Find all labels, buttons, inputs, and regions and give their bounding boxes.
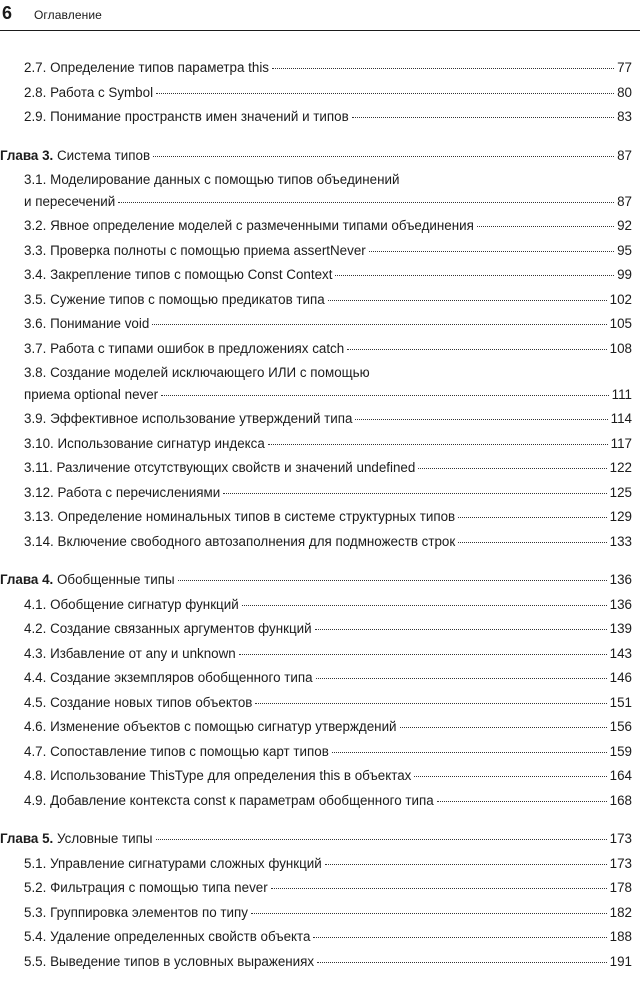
toc-entry-heading <box>24 533 455 551</box>
toc-entry-heading <box>0 830 153 848</box>
toc-entry-number: 3.14. <box>24 533 54 549</box>
toc-entry-heading <box>24 59 269 77</box>
toc-section-entry <box>24 533 632 558</box>
toc-entry-title: Определение типов параметра this <box>50 60 269 75</box>
toc-page-number: 139 <box>609 621 632 636</box>
toc-entry-row <box>24 596 632 614</box>
running-head <box>0 0 640 31</box>
toc-entry-title: Включение свободного автозаполнения для подмножеств строк <box>57 533 456 549</box>
toc-page-number: 173 <box>609 855 632 871</box>
toc-entry-title: Понимание пространств имен значений и типов <box>50 109 349 124</box>
toc-section-entry <box>24 459 632 484</box>
toc-entry-number: 3.9. <box>24 411 47 426</box>
dot-leader <box>251 913 607 914</box>
toc-entry-number: 3.8. <box>24 365 47 380</box>
dot-leader <box>315 629 607 630</box>
toc-entry-row <box>24 193 632 211</box>
dot-leader <box>325 864 607 865</box>
toc-entry-row <box>24 718 632 736</box>
toc-entry-title: Использование ThisType для определения this в объектах <box>50 768 412 783</box>
dot-leader <box>242 605 607 606</box>
toc-entry-heading <box>24 108 349 126</box>
toc-section-entry <box>24 620 632 645</box>
toc-entry-row <box>24 59 632 77</box>
toc-section-entry <box>24 718 632 743</box>
toc-section-entry <box>24 904 632 929</box>
toc-entry-heading <box>24 340 344 358</box>
toc-entry-heading <box>24 743 329 761</box>
toc-entry-number: 2.8. <box>24 84 47 100</box>
toc-page-number: 191 <box>609 953 632 969</box>
toc-page-number: 136 <box>609 596 632 612</box>
toc-entry-number: 2.9. <box>24 109 47 124</box>
toc-section-entry <box>24 645 632 670</box>
toc-page-number: 87 <box>617 194 632 209</box>
table-of-contents <box>0 59 640 977</box>
toc-entry-title: Создание связанных аргументов функций <box>50 621 312 636</box>
toc-entry-title: Выведение типов в условных выражениях <box>50 953 315 969</box>
toc-entry-title: Избавление от any и unknown <box>50 645 236 661</box>
toc-page-number: 182 <box>609 904 632 920</box>
toc-entry-heading <box>24 291 325 309</box>
dot-leader <box>328 300 607 301</box>
toc-entry-row <box>24 340 632 358</box>
dot-leader <box>477 226 614 227</box>
toc-page-number: 146 <box>609 670 632 685</box>
toc-entry-title: Понимание void <box>50 316 150 331</box>
toc-entry-row <box>0 147 632 165</box>
dot-leader <box>369 251 614 252</box>
toc-entry-heading <box>24 217 474 235</box>
toc-entry-heading <box>0 147 150 165</box>
toc-entry-number: 4.4. <box>24 670 47 685</box>
toc-entry-heading <box>24 792 434 810</box>
toc-section-entry <box>24 315 632 340</box>
toc-page-number: 133 <box>609 533 632 549</box>
dot-leader <box>414 776 606 777</box>
dot-leader <box>152 324 606 325</box>
dot-leader <box>437 801 607 802</box>
dot-leader <box>271 888 607 889</box>
toc-entry-row <box>24 953 632 971</box>
toc-page-number: 77 <box>617 60 632 75</box>
toc-entry-number: 3.5. <box>24 291 47 307</box>
toc-section-entry <box>24 340 632 365</box>
toc-page-number: 164 <box>609 768 632 783</box>
toc-entry-title: Закрепление типов с помощью Const Context <box>50 267 333 282</box>
toc-entry-row <box>24 291 632 309</box>
toc-section-entry <box>24 855 632 880</box>
toc-section-entry <box>24 484 632 509</box>
toc-page-number: 151 <box>609 694 632 710</box>
toc-section-entry <box>24 669 632 694</box>
toc-entry-row <box>24 315 632 333</box>
toc-entry-heading <box>0 571 175 589</box>
toc-entry-row <box>24 669 632 687</box>
toc-entry-row <box>24 84 632 102</box>
toc-entry-heading <box>24 266 332 284</box>
toc-entry-title: Добавление контекста const к параметрам обобщенного типа <box>50 792 434 808</box>
toc-section-entry <box>24 928 632 953</box>
toc-entry-row <box>24 108 632 126</box>
toc-entry-title: Сужение типов с помощью предикатов типа <box>50 291 325 307</box>
toc-page-number: 159 <box>609 743 632 759</box>
toc-entry-number: 3.1. <box>24 172 47 187</box>
dot-leader <box>316 678 607 679</box>
toc-entry-number: 3.10. <box>24 435 54 451</box>
toc-entry-heading <box>24 669 313 687</box>
toc-entry-number: 3.4. <box>24 267 47 282</box>
toc-entry-row <box>24 459 632 477</box>
toc-page-number: 156 <box>609 719 632 734</box>
toc-entry-title: Различение отсутствующих свойств и значений undefined <box>56 460 416 475</box>
toc-page-number: 117 <box>610 435 632 451</box>
toc-section-entry <box>24 171 632 217</box>
dot-leader <box>178 580 607 581</box>
toc-entry-heading <box>24 386 158 404</box>
toc-page-number: 178 <box>609 880 632 895</box>
dot-leader <box>313 937 606 938</box>
dot-leader <box>418 468 606 469</box>
dot-leader <box>332 752 607 753</box>
toc-entry-title: Система типов <box>57 147 151 163</box>
toc-entry-title: Эффективное использование утверждений типа <box>50 411 353 426</box>
toc-entry-row <box>24 694 632 712</box>
toc-entry-number: 3.12. <box>24 484 54 500</box>
chapter-label: Глава 3. <box>0 147 54 163</box>
toc-entry-heading <box>24 435 265 453</box>
toc-section-entry <box>24 266 632 291</box>
chapter-label: Глава 5. <box>0 831 54 846</box>
toc-entry-number: 5.2. <box>24 880 47 895</box>
toc-section-entry <box>24 792 632 817</box>
toc-entry-number: 4.7. <box>24 743 47 759</box>
dot-leader <box>352 117 614 118</box>
toc-entry-title: Обобщение сигнатур функций <box>50 596 239 612</box>
toc-entry-row <box>24 645 632 663</box>
toc-entry-number: 3.7. <box>24 340 47 356</box>
toc-entry-number: 4.8. <box>24 768 47 783</box>
toc-entry-title: Изменение объектов с помощью сигнатур утверждений <box>50 719 397 734</box>
toc-entry-row <box>24 435 632 453</box>
toc-page-number: 173 <box>609 831 632 846</box>
toc-page-number: 87 <box>617 147 632 163</box>
dot-leader <box>272 68 614 69</box>
toc-chapter-entry <box>0 571 632 596</box>
running-title: Оглавление <box>34 8 102 22</box>
toc-page-number: 108 <box>609 340 632 356</box>
toc-page-number: 102 <box>609 291 632 307</box>
toc-entry-number: 2.7. <box>24 60 47 75</box>
toc-entry-heading <box>24 904 248 922</box>
toc-section-entry <box>24 743 632 768</box>
toc-section-entry <box>24 953 632 978</box>
toc-entry-title: Определение номинальных типов в системе структурных типов <box>57 509 456 524</box>
page-number: 6 <box>2 3 13 23</box>
toc-section-entry <box>24 410 632 435</box>
toc-entry-row <box>24 855 632 873</box>
dot-leader <box>255 703 606 704</box>
toc-page-number: 92 <box>617 218 632 233</box>
toc-entry-row <box>24 217 632 235</box>
toc-entry-number: 3.6. <box>24 316 47 331</box>
toc-chapter-entry <box>0 830 632 855</box>
toc-entry-row <box>24 879 632 897</box>
toc-entry-title-first-line <box>24 171 399 189</box>
toc-entry-heading <box>24 928 310 946</box>
toc-entry-heading <box>24 596 239 614</box>
toc-chapter-entry <box>0 147 632 172</box>
toc-entry-number: 4.1. <box>24 596 47 612</box>
toc-entry-title: и пересечений <box>24 194 116 209</box>
toc-page-number: 111 <box>611 387 632 402</box>
toc-section-entry <box>24 879 632 904</box>
toc-entry-row <box>24 410 632 428</box>
toc-entry-row <box>0 830 632 848</box>
toc-entry-title: Работа с Symbol <box>50 84 154 100</box>
toc-entry-title-first-line <box>24 364 370 382</box>
toc-section-entry <box>24 291 632 316</box>
toc-entry-number: 3.13. <box>24 509 54 524</box>
toc-entry-row <box>24 242 632 260</box>
toc-section-entry <box>24 508 632 533</box>
toc-entry-heading <box>24 84 153 102</box>
toc-entry-number: 4.6. <box>24 719 47 734</box>
toc-entry-title: Создание моделей исключающего ИЛИ с помощью <box>50 365 370 380</box>
toc-entry-heading <box>24 508 455 526</box>
toc-entry-number: 5.1. <box>24 855 47 871</box>
toc-entry-number: 3.11. <box>24 460 53 475</box>
toc-entry-title: Обобщенные типы <box>57 572 175 587</box>
toc-entry-row <box>24 386 632 404</box>
toc-section-entry <box>24 435 632 460</box>
toc-entry-title: приема optional never <box>24 387 159 402</box>
toc-section-entry <box>24 694 632 719</box>
toc-entry-title: Работа с типами ошибок в предложениях catch <box>50 340 345 356</box>
toc-page-number: 143 <box>609 645 632 661</box>
dot-leader <box>156 93 614 94</box>
toc-entry-heading <box>24 484 220 502</box>
toc-entry-number: 5.3. <box>24 904 47 920</box>
toc-entry-heading <box>24 953 314 971</box>
toc-entry-heading <box>24 645 236 663</box>
dot-leader <box>161 395 609 396</box>
toc-entry-row <box>24 484 632 502</box>
dot-leader <box>400 727 607 728</box>
dot-leader <box>156 839 607 840</box>
toc-entry-row <box>24 928 632 946</box>
toc-entry-heading <box>24 193 115 211</box>
toc-page-number: 125 <box>609 484 632 500</box>
toc-entry-title: Использование сигнатур индекса <box>57 435 265 451</box>
toc-entry-heading <box>24 410 352 428</box>
toc-entry-heading <box>24 718 397 736</box>
toc-page-number: 99 <box>617 267 632 282</box>
dot-leader <box>268 444 608 445</box>
chapter-label: Глава 4. <box>0 572 54 587</box>
dot-leader <box>458 517 607 518</box>
dot-leader <box>239 654 607 655</box>
toc-page-number: 83 <box>617 109 632 124</box>
toc-entry-heading <box>24 620 312 638</box>
toc-page-number: 80 <box>617 84 632 100</box>
toc-section-entry <box>24 108 632 133</box>
toc-entry-number: 5.5. <box>24 953 47 969</box>
toc-entry-number: 3.3. <box>24 242 47 258</box>
toc-entry-title: Моделирование данных с помощью типов объединений <box>50 172 400 187</box>
dot-leader <box>458 542 606 543</box>
toc-entry-row <box>24 533 632 551</box>
toc-entry-row <box>24 620 632 638</box>
toc-page-number: 129 <box>609 509 632 524</box>
toc-section-entry <box>24 59 632 84</box>
toc-entry-title: Проверка полноты с помощью приема assertNever <box>50 242 366 258</box>
toc-entry-title: Группировка элементов по типу <box>50 904 248 920</box>
toc-section-entry <box>24 596 632 621</box>
toc-section-entry <box>24 767 632 792</box>
toc-section-entry <box>24 84 632 109</box>
toc-entry-title: Условные типы <box>57 831 153 846</box>
toc-entry-heading <box>24 855 322 873</box>
toc-entry-title: Создание новых типов объектов <box>50 694 253 710</box>
toc-page-number: 168 <box>609 792 632 808</box>
toc-page-number: 114 <box>610 411 632 426</box>
toc-page-number: 105 <box>609 316 632 331</box>
toc-page-number: 188 <box>609 929 632 944</box>
dot-leader <box>118 202 614 203</box>
toc-entry-heading <box>24 459 415 477</box>
toc-entry-heading <box>24 694 252 712</box>
dot-leader <box>335 275 614 276</box>
dot-leader <box>355 419 607 420</box>
toc-entry-row <box>24 792 632 810</box>
toc-entry-number: 4.3. <box>24 645 47 661</box>
toc-entry-title: Управление сигнатурами сложных функций <box>50 855 322 871</box>
toc-entry-number: 4.2. <box>24 621 47 636</box>
toc-section-entry <box>24 217 632 242</box>
toc-entry-title: Удаление определенных свойств объекта <box>50 929 311 944</box>
toc-section-entry <box>24 242 632 267</box>
toc-entry-heading <box>24 879 268 897</box>
toc-entry-heading <box>24 242 366 260</box>
toc-entry-title: Работа с перечислениями <box>57 484 221 500</box>
dot-leader <box>223 493 606 494</box>
toc-entry-title: Фильтрация с помощью типа never <box>50 880 268 895</box>
toc-entry-row <box>0 571 632 589</box>
toc-entry-row <box>24 767 632 785</box>
toc-entry-row <box>24 508 632 526</box>
toc-entry-heading <box>24 767 411 785</box>
toc-page-number: 122 <box>609 460 632 475</box>
dot-leader <box>347 349 606 350</box>
toc-entry-title: Сопоставление типов с помощью карт типов <box>50 743 329 759</box>
toc-entry-row <box>24 743 632 761</box>
toc-entry-row <box>24 266 632 284</box>
toc-page-number: 95 <box>617 242 632 258</box>
toc-entry-number: 3.2. <box>24 218 47 233</box>
dot-leader <box>317 962 607 963</box>
toc-entry-heading <box>24 315 149 333</box>
toc-entry-row <box>24 904 632 922</box>
toc-entry-title: Создание экземпляров обобщенного типа <box>50 670 313 685</box>
toc-entry-number: 5.4. <box>24 929 47 944</box>
toc-section-entry <box>24 364 632 410</box>
dot-leader <box>153 156 614 157</box>
toc-entry-title: Явное определение моделей с размеченными типами объединения <box>50 218 474 233</box>
toc-page-number: 136 <box>609 572 632 587</box>
toc-entry-number: 4.9. <box>24 792 47 808</box>
toc-entry-number: 4.5. <box>24 694 47 710</box>
